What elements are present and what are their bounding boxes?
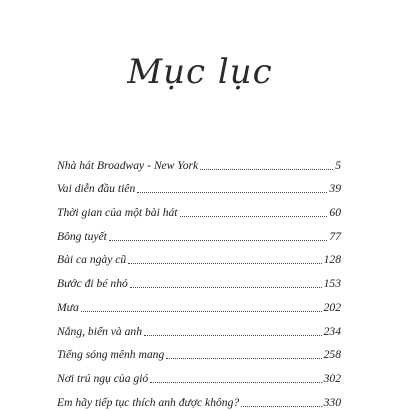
toc-entry — [57, 340, 341, 364]
toc-entry-page: 234 — [323, 324, 341, 338]
toc-entry-page: 39 — [329, 182, 341, 196]
toc-entry-page: 330 — [323, 395, 341, 409]
toc-entry-title: Bài ca ngày cũ — [57, 253, 127, 267]
toc-entry-title: Em hãy tiếp tục thích anh được không? — [57, 395, 240, 409]
dot-leader — [128, 263, 321, 264]
toc-entry — [57, 387, 341, 411]
toc-entry-page: 5 — [335, 158, 341, 172]
toc-entry — [57, 150, 341, 174]
toc-entry — [57, 174, 341, 198]
dot-leader — [200, 169, 333, 170]
toc-entry-page: 302 — [323, 371, 341, 385]
toc-entry — [57, 245, 341, 269]
dot-leader — [137, 192, 327, 193]
page-title: Mục lục — [127, 52, 273, 92]
toc-entry-title: Vai diễn đầu tiên — [57, 182, 136, 196]
toc-entry — [57, 292, 341, 316]
toc-entry-title: Mưa — [57, 300, 79, 314]
toc-entry-page: 60 — [329, 206, 341, 220]
toc-entry-title: Bông tuyết — [57, 229, 107, 243]
toc-entry-title: Nắng, biển và anh — [57, 324, 143, 338]
toc-entry — [57, 268, 341, 292]
toc-entry-title: Thời gian của một bài hát — [57, 206, 178, 220]
dot-leader — [150, 382, 321, 383]
toc-entry-page: 258 — [323, 348, 341, 362]
dot-leader — [81, 311, 322, 312]
dot-leader — [166, 358, 321, 359]
dot-leader — [130, 287, 322, 288]
toc-entry — [57, 221, 341, 245]
table-of-contents — [57, 150, 341, 411]
toc-entry-page: 77 — [329, 229, 341, 243]
toc-entry-title: Nhà hát Broadway - New York — [57, 158, 199, 172]
dot-leader — [144, 335, 322, 336]
dot-leader — [109, 240, 328, 241]
toc-entry-page: 153 — [323, 277, 341, 291]
toc-entry-title: Tiếng sóng mênh mang — [57, 348, 165, 362]
toc-entry — [57, 316, 341, 340]
toc-entry-page: 202 — [323, 300, 341, 314]
toc-entry-title: Bước đi bé nhỏ — [57, 277, 128, 291]
dot-leader — [241, 406, 321, 407]
toc-entry-page: 128 — [323, 253, 341, 267]
toc-entry — [57, 363, 341, 387]
toc-entry — [57, 197, 341, 221]
toc-entry-title: Nơi trú ngụ của gió — [57, 371, 149, 385]
dot-leader — [180, 216, 328, 217]
